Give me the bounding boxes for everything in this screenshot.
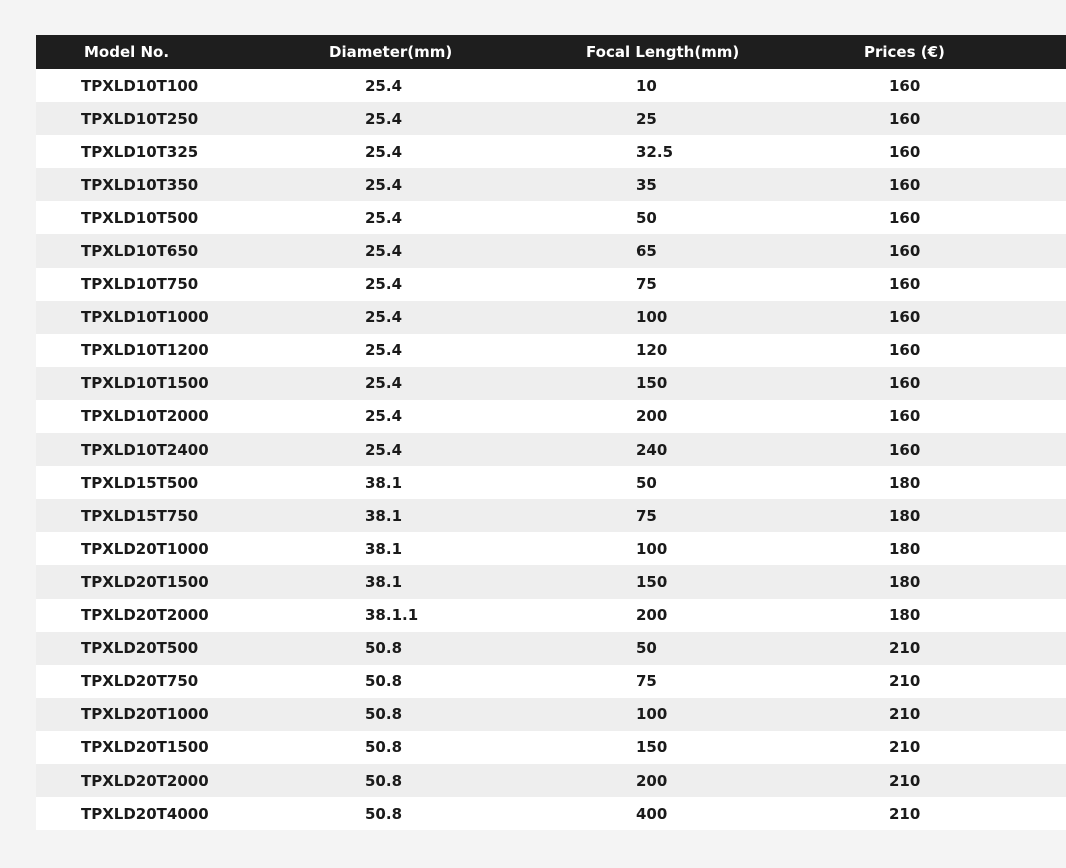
cell-price: 160 xyxy=(889,76,921,95)
cell-price: 180 xyxy=(889,473,921,492)
cell-focal-length: 200 xyxy=(636,407,668,426)
cell-model-no: TPXLD10T650 xyxy=(81,242,199,261)
cell-price: 180 xyxy=(889,539,921,558)
cell-model-no: TPXLD20T2000 xyxy=(81,606,209,625)
cell-focal-length: 65 xyxy=(636,242,657,261)
cell-focal-length: 50 xyxy=(636,473,657,492)
header-row xyxy=(36,35,1066,69)
table-row xyxy=(36,334,1066,367)
cell-price: 180 xyxy=(889,506,921,525)
table-row xyxy=(36,433,1066,466)
cell-model-no: TPXLD15T750 xyxy=(81,506,199,525)
table-body xyxy=(36,69,1066,830)
cell-model-no: TPXLD20T2000 xyxy=(81,771,209,790)
cell-focal-length: 150 xyxy=(636,738,668,757)
cell-model-no: TPXLD20T1000 xyxy=(81,539,209,558)
table-row xyxy=(36,764,1066,797)
cell-price: 160 xyxy=(889,109,921,128)
price-table xyxy=(36,35,1066,830)
cell-price: 210 xyxy=(889,639,921,658)
table-row xyxy=(36,499,1066,532)
cell-price: 210 xyxy=(889,672,921,691)
cell-focal-length: 10 xyxy=(636,76,657,95)
cell-focal-length: 75 xyxy=(636,275,657,294)
cell-focal-length: 100 xyxy=(636,705,668,724)
cell-focal-length: 100 xyxy=(636,308,668,327)
cell-price: 160 xyxy=(889,242,921,261)
cell-model-no: TPXLD10T2400 xyxy=(81,440,209,459)
cell-price: 160 xyxy=(889,175,921,194)
cell-focal-length: 150 xyxy=(636,374,668,393)
table-row xyxy=(36,532,1066,565)
cell-model-no: TPXLD10T1000 xyxy=(81,308,209,327)
table-row xyxy=(36,665,1066,698)
table-row xyxy=(36,797,1066,830)
cell-focal-length: 400 xyxy=(636,804,668,823)
table-row xyxy=(36,234,1066,267)
cell-model-no: TPXLD10T750 xyxy=(81,275,199,294)
cell-diameter: 25.4 xyxy=(365,142,403,161)
table-row xyxy=(36,599,1066,632)
cell-price: 180 xyxy=(889,572,921,591)
cell-price: 210 xyxy=(889,705,921,724)
cell-focal-length: 50 xyxy=(636,208,657,227)
table-row xyxy=(36,135,1066,168)
table-row xyxy=(36,698,1066,731)
cell-diameter: 50.8 xyxy=(365,771,403,790)
cell-model-no: TPXLD10T350 xyxy=(81,175,199,194)
cell-model-no: TPXLD15T500 xyxy=(81,473,199,492)
cell-price: 180 xyxy=(889,606,921,625)
cell-price: 160 xyxy=(889,208,921,227)
cell-price: 160 xyxy=(889,374,921,393)
cell-focal-length: 35 xyxy=(636,175,657,194)
cell-price: 210 xyxy=(889,738,921,757)
cell-focal-length: 100 xyxy=(636,539,668,558)
table-row xyxy=(36,201,1066,234)
cell-model-no: TPXLD20T500 xyxy=(81,639,199,658)
cell-diameter: 50.8 xyxy=(365,804,403,823)
cell-focal-length: 50 xyxy=(636,639,657,658)
table-row xyxy=(36,301,1066,334)
cell-model-no: TPXLD20T1000 xyxy=(81,705,209,724)
cell-focal-length: 75 xyxy=(636,672,657,691)
table-header xyxy=(36,35,1066,69)
header-model-no: Model No. xyxy=(84,43,170,61)
cell-diameter: 25.4 xyxy=(365,440,403,459)
table-row xyxy=(36,565,1066,598)
cell-diameter: 25.4 xyxy=(365,374,403,393)
cell-model-no: TPXLD10T2000 xyxy=(81,407,209,426)
cell-diameter: 25.4 xyxy=(365,341,403,360)
table-row xyxy=(36,168,1066,201)
price-table-container xyxy=(36,35,945,830)
table-row xyxy=(36,731,1066,764)
cell-diameter: 50.8 xyxy=(365,705,403,724)
cell-diameter: 25.4 xyxy=(365,242,403,261)
cell-price: 210 xyxy=(889,804,921,823)
cell-model-no: TPXLD10T250 xyxy=(81,109,199,128)
cell-model-no: TPXLD10T500 xyxy=(81,208,199,227)
cell-diameter: 38.1 xyxy=(365,539,403,558)
cell-price: 160 xyxy=(889,341,921,360)
cell-diameter: 50.8 xyxy=(365,639,403,658)
table-row xyxy=(36,466,1066,499)
cell-focal-length: 200 xyxy=(636,771,668,790)
cell-diameter: 25.4 xyxy=(365,76,403,95)
cell-model-no: TPXLD10T100 xyxy=(81,76,199,95)
cell-price: 160 xyxy=(889,407,921,426)
cell-model-no: TPXLD20T750 xyxy=(81,672,199,691)
cell-diameter: 38.1 xyxy=(365,572,403,591)
cell-model-no: TPXLD10T325 xyxy=(81,142,199,161)
table-row xyxy=(36,400,1066,433)
header-diameter: Diameter(mm) xyxy=(329,43,453,61)
table-row xyxy=(36,632,1066,665)
cell-focal-length: 75 xyxy=(636,506,657,525)
header-focal-length: Focal Length(mm) xyxy=(586,43,740,61)
cell-diameter: 50.8 xyxy=(365,672,403,691)
cell-diameter: 25.4 xyxy=(365,407,403,426)
cell-focal-length: 240 xyxy=(636,440,668,459)
table-row xyxy=(36,102,1066,135)
cell-diameter: 50.8 xyxy=(365,738,403,757)
cell-diameter: 25.4 xyxy=(365,109,403,128)
cell-focal-length: 32.5 xyxy=(636,142,674,161)
cell-focal-length: 120 xyxy=(636,341,668,360)
cell-price: 160 xyxy=(889,440,921,459)
table-row xyxy=(36,268,1066,301)
table-row xyxy=(36,367,1066,400)
cell-price: 210 xyxy=(889,771,921,790)
cell-diameter: 38.1 xyxy=(365,473,403,492)
cell-diameter: 38.1.1 xyxy=(365,606,419,625)
cell-diameter: 25.4 xyxy=(365,208,403,227)
cell-diameter: 25.4 xyxy=(365,308,403,327)
cell-model-no: TPXLD20T1500 xyxy=(81,738,209,757)
cell-price: 160 xyxy=(889,142,921,161)
cell-diameter: 25.4 xyxy=(365,175,403,194)
cell-model-no: TPXLD20T4000 xyxy=(81,804,209,823)
cell-focal-length: 150 xyxy=(636,572,668,591)
table-row xyxy=(36,69,1066,102)
cell-diameter: 38.1 xyxy=(365,506,403,525)
cell-price: 160 xyxy=(889,308,921,327)
header-prices: Prices (€) xyxy=(864,43,945,61)
cell-focal-length: 200 xyxy=(636,606,668,625)
cell-model-no: TPXLD10T1500 xyxy=(81,374,209,393)
cell-price: 160 xyxy=(889,275,921,294)
cell-diameter: 25.4 xyxy=(365,275,403,294)
cell-model-no: TPXLD10T1200 xyxy=(81,341,209,360)
cell-model-no: TPXLD20T1500 xyxy=(81,572,209,591)
cell-focal-length: 25 xyxy=(636,109,657,128)
